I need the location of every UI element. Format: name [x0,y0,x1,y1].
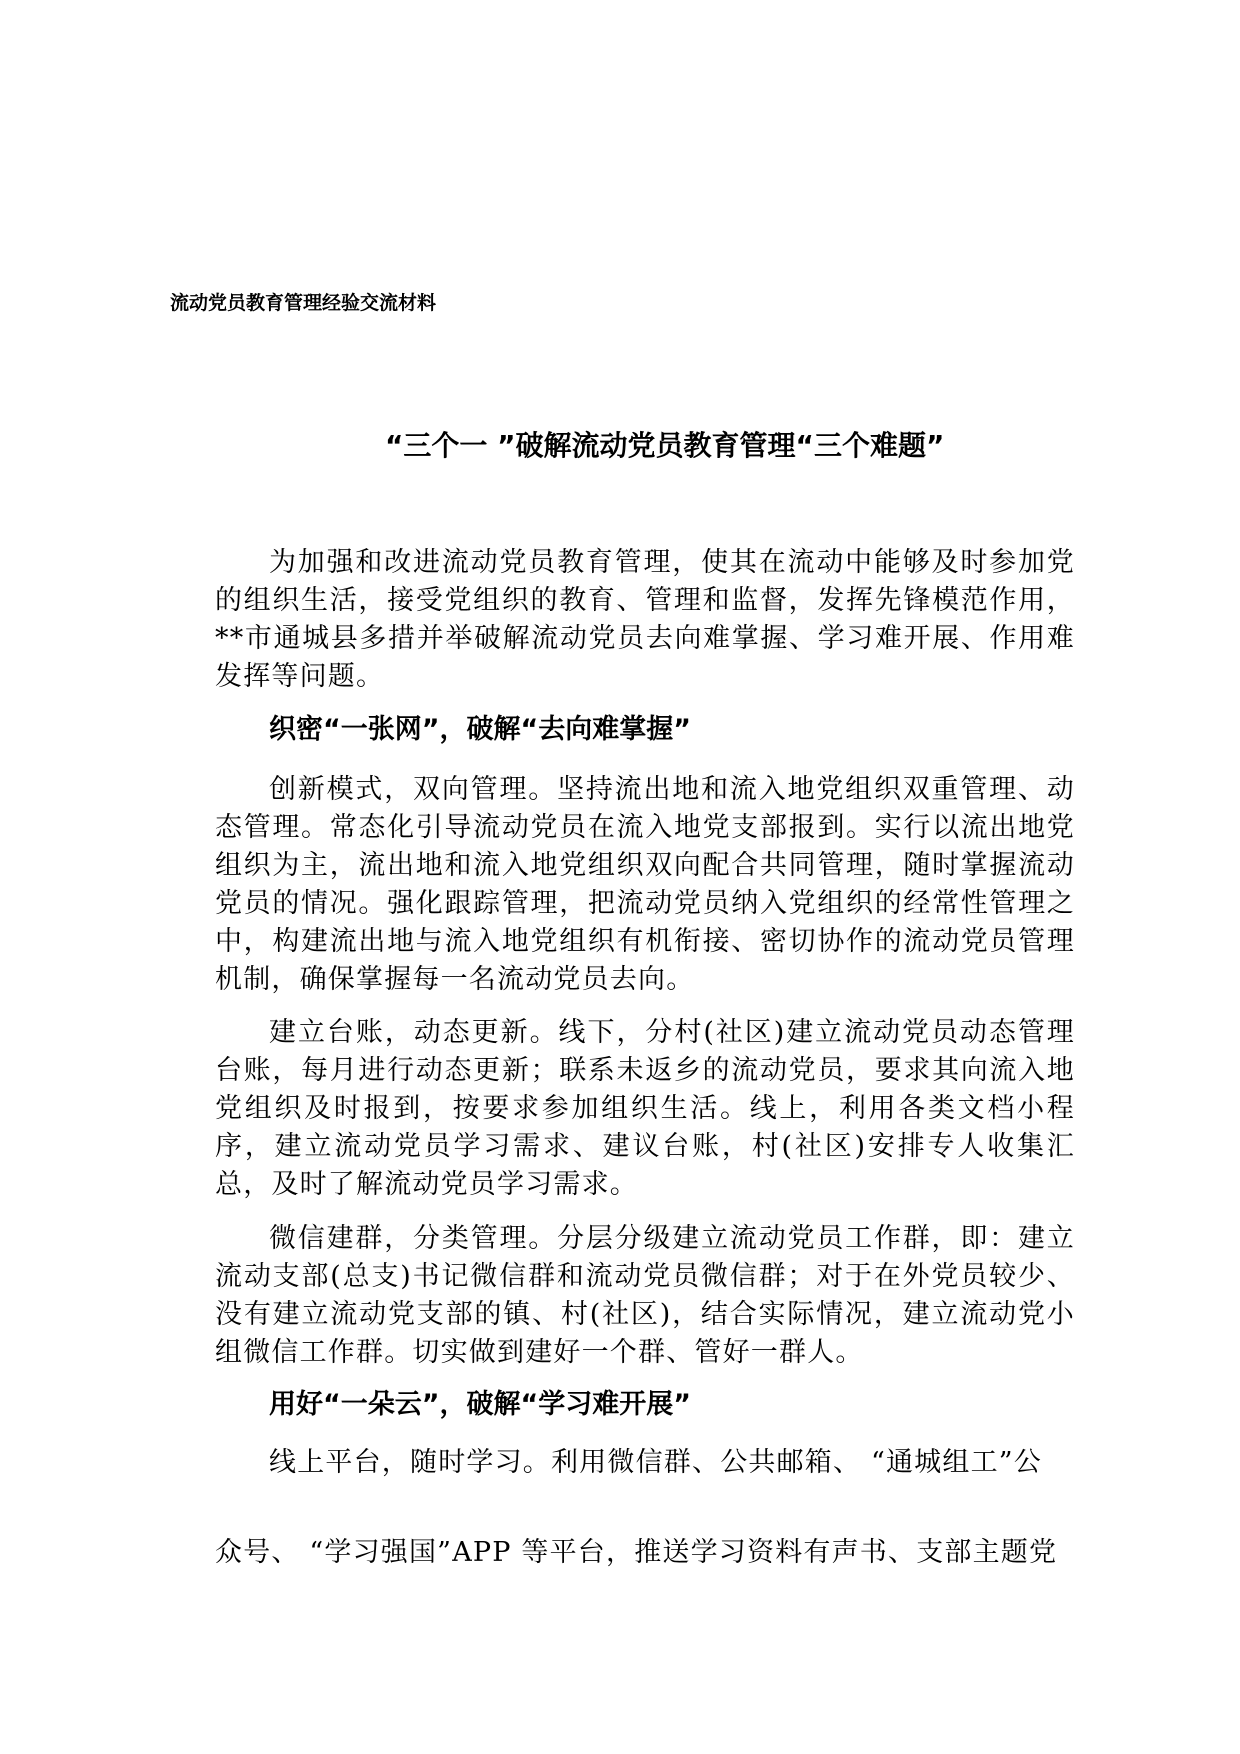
body-paragraph: 创新模式，双向管理。坚持流出地和流入地党组织双重管理、动态管理。常态化引导流动党员在流入地党支部报到。实行以流出地党组织为主，流出地和流入地党组织双向配合共同管理，随时掌握流动党员的情况。强化跟踪管理，把流动党员纳入党组织的经常性管理之中，构建流出地与流入地党组织有机衔接、密切协作的流动党员管理机制，确保掌握每一名流动党员去向。 [215,774,1075,995]
section-heading: 用好“一朵云”，破解“学习难开展” [269,1389,691,1420]
section-1-paragraph-3-block [215,1220,1075,1372]
document-title: “三个一 ”破解流动党员教育管理“三个难题” [385,429,945,462]
intro-block [215,544,1075,696]
body-paragraph: 建立台账，动态更新。线下，分村(社区)建立流动党员动态管理台账，每月进行动态更新；联系未返乡的流动党员，要求其向流入地党组织及时报到，按要求参加组织生活。线上，利用各类文档小程序，建立流动党员学习需求、建议台账，村(社区)安排专人收集汇总，及时了解流动党员学习需求。 [215,1017,1075,1200]
section-2-heading-block [215,1386,1075,1424]
section-1-paragraph-1-block [215,771,1075,999]
body-paragraph-line: 线上平台，随时学习。利用微信群、公共邮箱、 “通城组工”公 [269,1447,1042,1478]
section-heading: 织密“一张网”，破解“去向难掌握” [269,714,691,745]
body-paragraph: 微信建群，分类管理。分层分级建立流动党员工作群，即：建立流动支部(总支)书记微信群和流动党员微信群；对于在外党员较少、没有建立流动党支部的镇、村(社区)，结合实际情况，建立流动党小组微信工作群。切实做到建好一个群、管好一群人。 [215,1223,1075,1368]
document-header: 流动党员教育管理经验交流材料 [170,292,437,314]
section-2-paragraph-block [215,1444,1075,1572]
section-1-heading-block [215,711,1075,749]
intro-paragraph: 为加强和改进流动党员教育管理，使其在流动中能够及时参加党的组织生活，接受党组织的教育、管理和监督，发挥先锋模范作用，**市通城县多措并举破解流动党员去向难掌握、学习难开展、作用难发挥等问题。 [215,547,1075,692]
section-1-paragraph-2-block [215,1014,1075,1204]
body-paragraph-line: 众号、 “学习强国”APP 等平台，推送学习资料有声书、支部主题党 [215,1537,1058,1568]
